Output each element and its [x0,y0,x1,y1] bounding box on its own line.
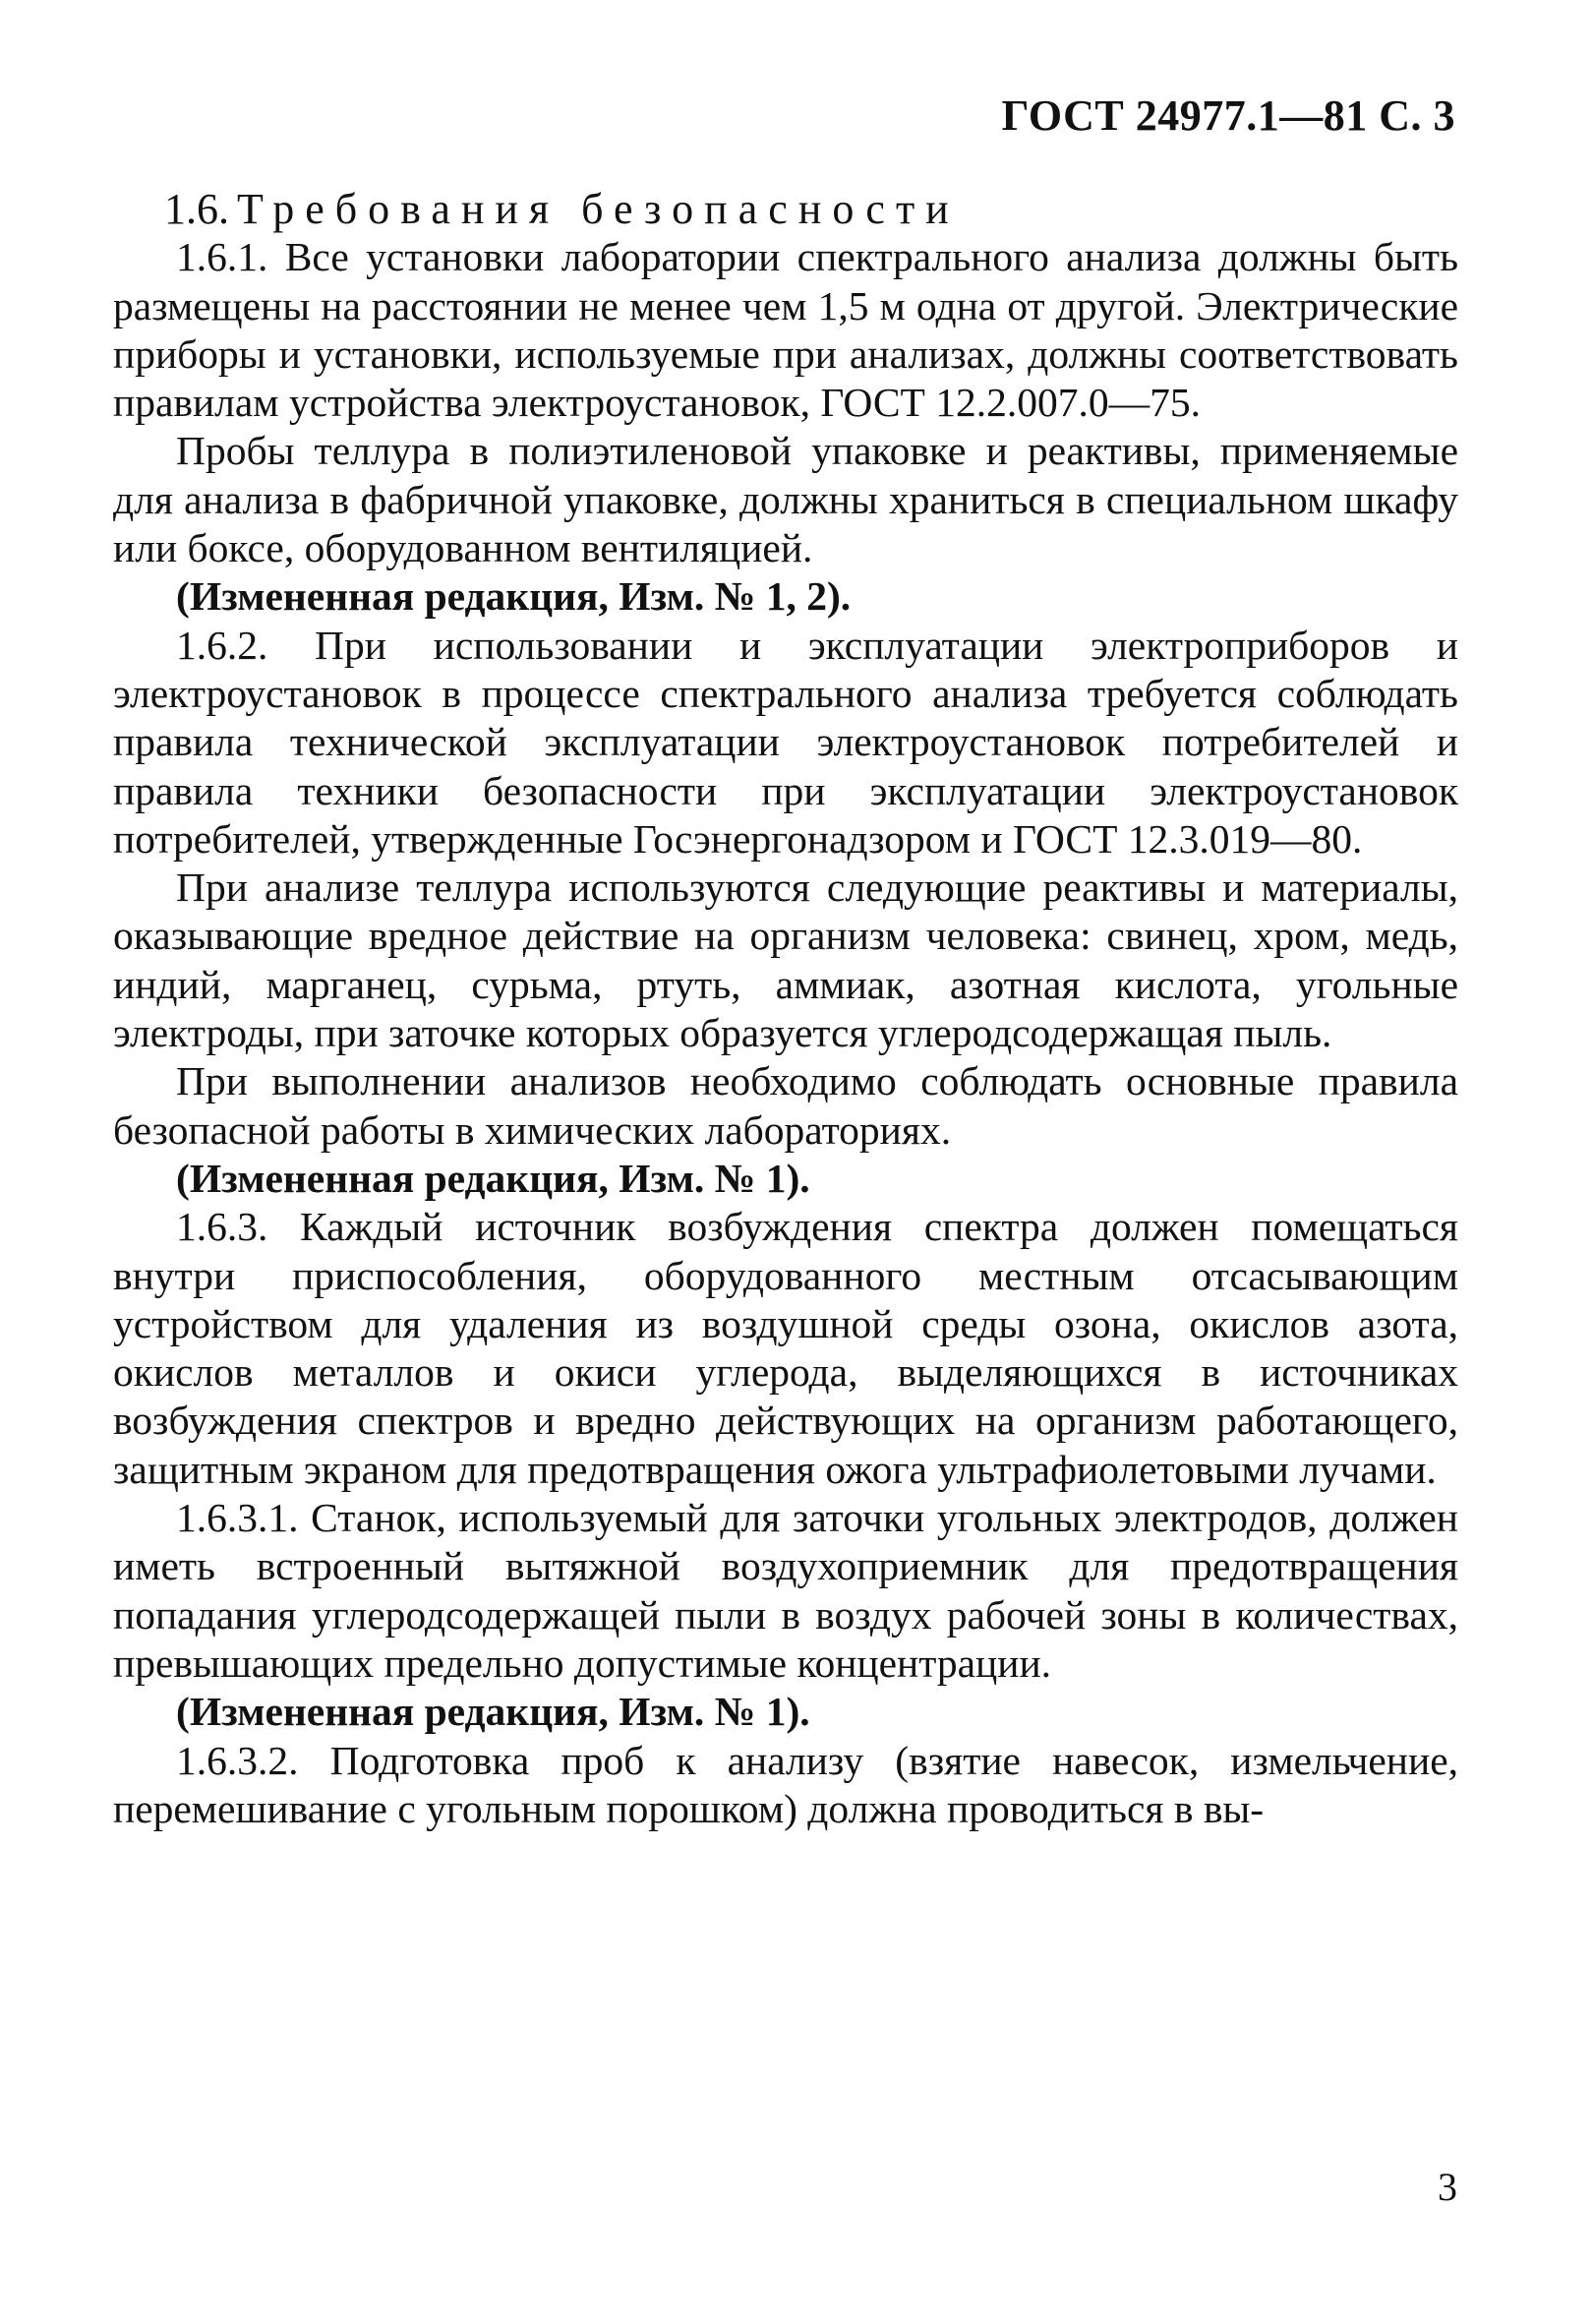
amendment-note: (Измененная редакция, Изм. № 1). [176,1689,810,1735]
paragraph-1-6-3-2: 1.6.3.2. Подготовка проб к анализу (взятие навесок, измельчение, перемешивание с угольным порошком) должна проводиться в вы- [113,1737,1458,1831]
running-header: ГОСТ 24977.1—81 С. 3 [1001,91,1455,140]
paragraph-harmful-reagents: При анализе теллура используются следующие реактивы и материалы, оказывающие вредное действие на организм человека: свинец, хром, медь, индий, марганец, сурьма, ртуть, аммиак, азотная кислота, угольные электроды, при заточке которых образуется углеродсодержащая пыль. [113,864,1458,1056]
section-heading [113,185,1458,233]
amendment-note: (Измененная редакция, Изм. № 1). [176,1155,810,1201]
page-number: 3 [1438,2165,1457,2209]
amendment-note: (Измененная редакция, Изм. № 1, 2). [176,573,852,620]
section-number: 1.6. [164,185,229,233]
paragraph-lab-safety-rules: При выполнении анализов необходимо соблюдать основные правила безопасной работы в химических лабораториях. [113,1058,1458,1153]
section-title: Требования безопасности [237,185,960,233]
body-text [113,185,1458,1833]
paragraph-1-6-2: 1.6.2. При использовании и эксплуатации электроприборов и электроустановок в процессе спектрального анализа требуется соблюдать правила технической эксплуатации электроустановок потребителей и правила техники безопасности при эксплуатации электроустановок потребителей, утвержденные Госэнергонадзором и ГОСТ 12.3.019—80. [113,622,1458,862]
paragraph-samples-storage: Пробы теллура в полиэтиленовой упаковке и реактивы, применяемые для анализа в фабричной упаковке, должны храниться в специальном шкафу или боксе, оборудованном вентиляцией. [113,428,1458,571]
paragraph-1-6-3-1: 1.6.3.1. Станок, используемый для заточки угольных электродов, должен иметь встроенный вытяжной воздухоприемник для предотвращения попадания углеродсодержащей пыли в воздух рабочей зоны в количествах, превышающих предельно допустимые концентрации. [113,1495,1458,1686]
paragraph-1-6-1: 1.6.1. Все установки лаборатории спектрального анализа должны быть размещены на расстоянии не менее чем 1,5 м одна от другой. Электрические приборы и установки, используемые при анализах, должны соответствовать правилам устройства электроустановок, ГОСТ 12.2.007.0—75. [113,234,1458,426]
paragraph-1-6-3: 1.6.3. Каждый источник возбуждения спектра должен помещаться внутри приспособления, оборудованного местным отсасывающим устройством для удаления из воздушной среды озона, окислов азота, окислов металлов и окиси углерода, выделяющихся в источниках возбуждения спектров и вредно действующих на организм работающего, защитным экраном для предотвращения ожога ультрафиолетовыми лучами. [113,1204,1458,1492]
